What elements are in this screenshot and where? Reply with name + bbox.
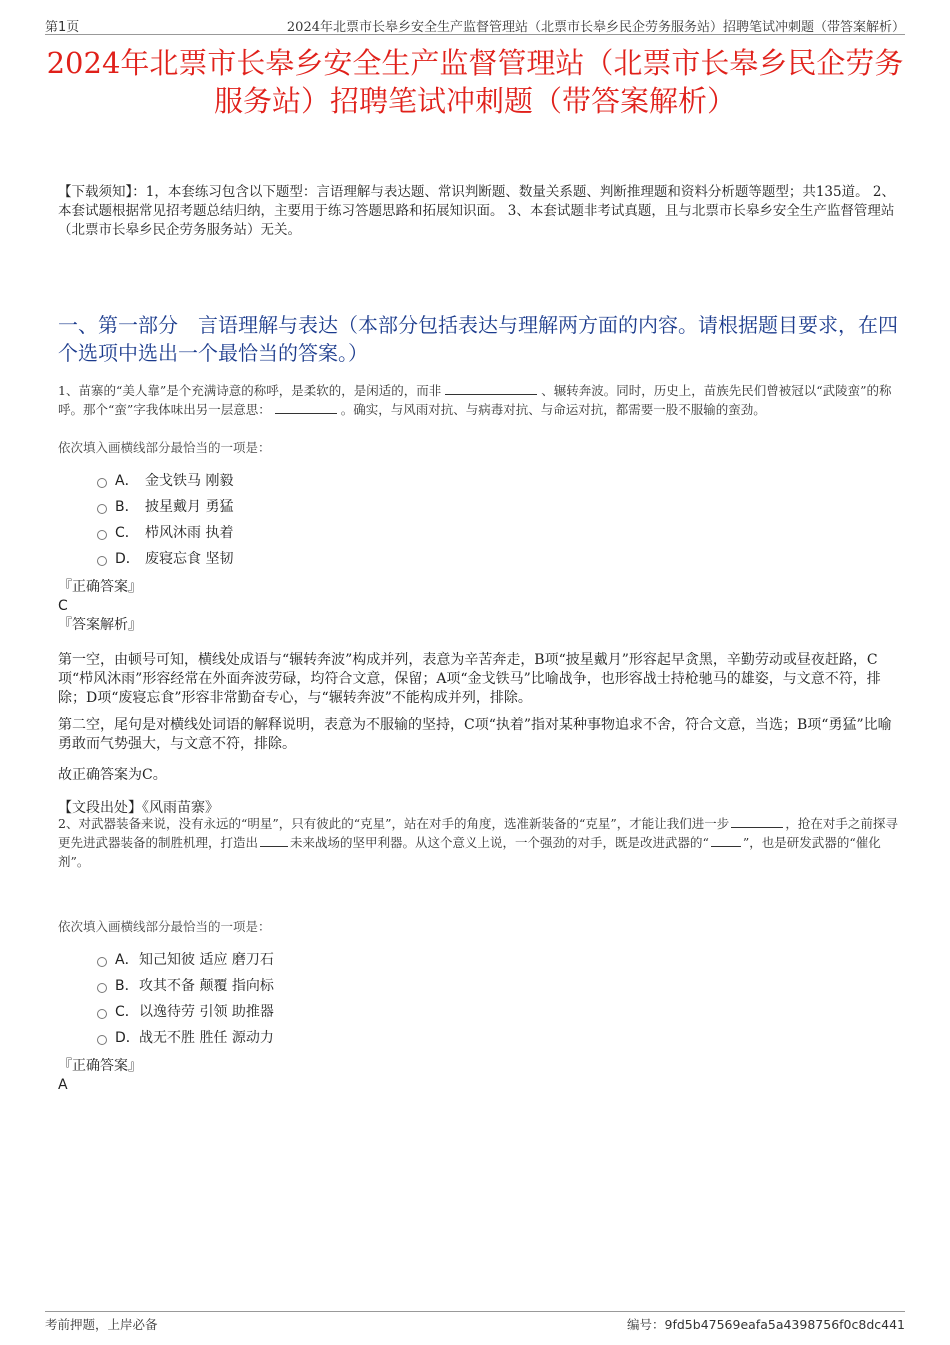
page-footer [45,1311,905,1334]
question-1-part-c: 。确实，与风雨对抗、与病毒对抗、与命运对抗，都需要一股不服输的蛮劲。 [340,402,766,417]
footer-slogan: 考前押题，上岸必备 [45,1317,158,1332]
question-1-options [97,467,233,571]
header-title: 2024年北票市长皋乡安全生产监督管理站（北票市长皋乡民企劳务服务站）招聘笔试冲刺题（带答案解析） [286,20,905,35]
blank-line [711,834,741,847]
footer-code: 编号：9fd5b47569eafa5a4398756f0c8dc441 [627,1317,905,1332]
question-1-part-a: 1、苗寨的“美人靠”是个充满诗意的称呼，是柔软的，是闲适的，而非 [58,383,442,398]
blank-line [445,382,537,395]
question-1-answer-block [58,578,895,635]
question-2-part-c: 未来战场的坚甲利器。从这个意义上说，一个强劲的对手，既是改进武器的“ [290,835,709,850]
radio-icon[interactable] [97,1009,107,1019]
blank-line [731,815,783,828]
question-2-part-a: 2、对武器装备来说，没有永远的“明星”，只有彼此的“克星”，站在对手的角度，选准新装备的“克星”，才能让我们进一步 [58,816,730,831]
answer-label: 『正确答案』 [58,579,142,595]
question-2-options [97,946,274,1050]
page-number: 第1页 [45,20,80,35]
radio-icon[interactable] [97,1035,107,1045]
option-d[interactable]: D． 废寝忘食 坚韧 [97,545,233,571]
question-2-answer-block [58,1057,895,1095]
radio-icon[interactable] [97,478,107,488]
option-b[interactable]: B． 披星戴月 勇猛 [97,493,233,519]
document-title: 2024年北票市长皋乡安全生产监督管理站（北票市长皋乡民企劳务服务站）招聘笔试冲刺题（带答案解析） [46,46,904,118]
source-note: 【文段出处】《风雨苗寨》 [58,800,219,816]
download-notice: 【下载须知】：1，本套练习包含以下题型：言语理解与表达题、常识判断题、数量关系题、判断推理题和资料分析题等题型；共135道。 2、本套试题根据常见招考题总结归纳，主要用于练习答题思路和拓展知识面。 3、本套试题非考试真题，且与北票市长皋乡安全生产监督管理站（北票市长皋乡民企劳务服务站）无关。 [58,184,895,238]
question-2-text [58,814,900,871]
answer-label: 『正确答案』 [58,1058,142,1074]
analysis-label: 『答案解析』 [58,617,142,633]
analysis-paragraph-3: 故正确答案为C。 [58,767,167,783]
analysis-paragraph-1: 第一空，由顿号可知，横线处成语与“辗转奔波”构成并列，表意为辛苦奔走，B项“披星戴月”形容起早贪黑，辛勤劳动或昼夜赶路，C项“栉风沐雨”形容经常在外面奔波劳碌，均符合文意，保留；A项“金戈铁马”比喻战争，也形容战士持枪驰马的雄姿，与文意不符，排除；D项“废寝忘食”形容非常勤奋专心，与“辗转奔波”不能构成并列，排除。 [58,652,881,706]
question-1-prompt: 依次填入画横线部分最恰当的一项是： [58,440,271,455]
radio-icon[interactable] [97,556,107,566]
radio-icon[interactable] [97,530,107,540]
option-a[interactable]: A． 金戈铁马 刚毅 [97,467,233,493]
option-a[interactable]: A． 知己知彼 适应 磨刀石 [97,946,274,972]
radio-icon[interactable] [97,957,107,967]
option-c[interactable]: C． 以逸待劳 引领 助推器 [97,998,274,1024]
radio-icon[interactable] [97,983,107,993]
question-2-part-d: ”，也是研发武器的“催化剂”。 [58,835,881,869]
blank-line [260,834,288,847]
answer-value: A [58,1077,68,1093]
question-2-part-b: ，抢在对手之前探寻更先进武器装备的制胜机理，打造出 [58,816,898,850]
section-heading: 一、第一部分 言语理解与表达（本部分包括表达与理解两方面的内容。请根据题目要求，在四个选项中选出一个最恰当的答案。） [58,313,898,365]
question-1-part-b: 、辗转奔波。同时，历史上，苗族先民们曾被冠以“武陵蛮”的称呼。那个“蛮”字我体味出另一层意思： [58,383,892,417]
analysis-paragraph-2: 第二空，尾句是对横线处词语的解释说明，表意为不服输的坚持，C项“执着”指对某种事物追求不舍，符合文意，当选；B项“勇猛”比喻勇敢而气势强大，与文意不符，排除。 [58,717,892,752]
option-b[interactable]: B． 攻其不备 颠覆 指向标 [97,972,274,998]
page-header [45,14,905,35]
option-c[interactable]: C． 栉风沐雨 执着 [97,519,233,545]
answer-value: C [58,598,68,614]
option-d[interactable]: D． 战无不胜 胜任 源动力 [97,1024,274,1050]
radio-icon[interactable] [97,504,107,514]
blank-line [275,401,337,414]
question-2-prompt: 依次填入画横线部分最恰当的一项是： [58,919,271,934]
question-1-text [58,381,900,419]
question-1-analysis [58,651,895,826]
